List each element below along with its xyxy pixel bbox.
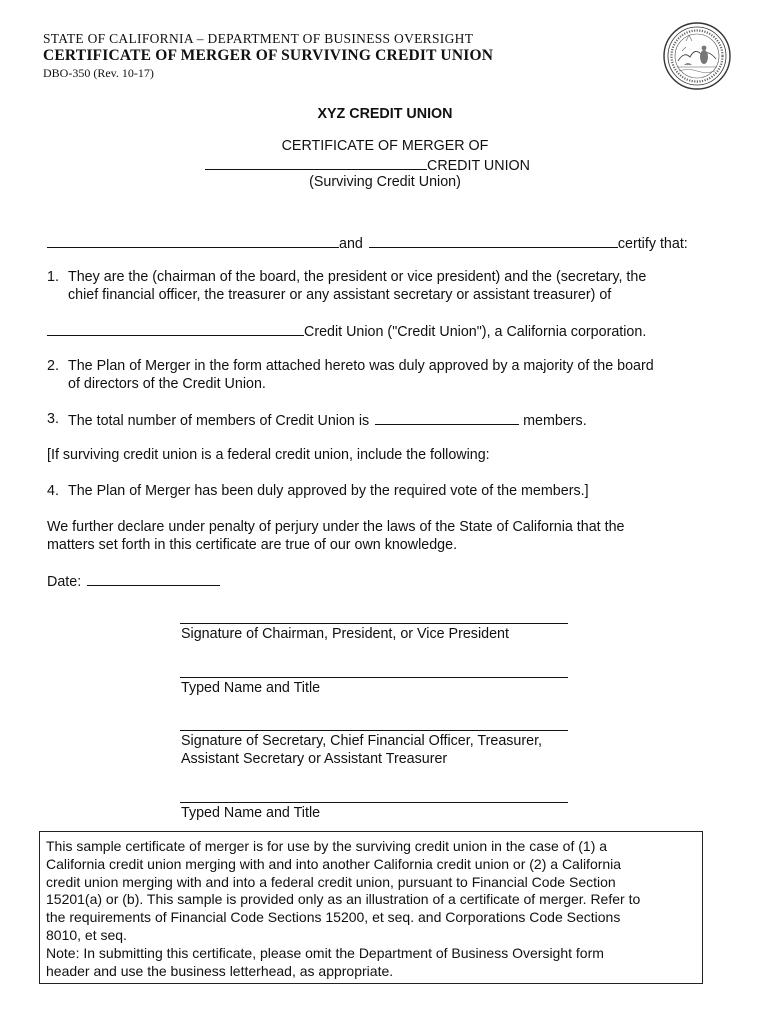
credit-union-label: CREDIT UNION [427, 158, 530, 174]
surviving-credit-union-name-blank[interactable] [205, 155, 427, 170]
agency-name: STATE OF CALIFORNIA – DEPARTMENT OF BUSINESS OVERSIGHT [43, 31, 474, 46]
and-text: and [339, 236, 363, 252]
notice-line-5: the requirements of Financial Code Sections 15200, et seq. and Corporations Code Sections [46, 909, 621, 926]
credit-union-name-blank[interactable] [47, 321, 304, 336]
typed-name-line-1[interactable] [180, 677, 568, 678]
form-title: CERTIFICATE OF MERGER OF SURVIVING CREDIT UNION [43, 47, 494, 64]
signature-line-2[interactable] [180, 730, 568, 731]
date-row [47, 571, 220, 591]
signature-1-label: Signature of Chairman, President, or Vice President [181, 626, 509, 642]
typed-name-2-label: Typed Name and Title [181, 805, 321, 821]
item-3-row [68, 410, 587, 430]
notice-line-7: Note: In submitting this certificate, please omit the Department of Business Oversight form [46, 944, 604, 961]
notice-line-2: California credit union merging with and into another California credit union or (2) a California [46, 855, 622, 872]
instructions-box [39, 831, 703, 984]
notice-line-3: credit union merging with and into a federal credit union, pursuant to Financial Code Section [46, 873, 616, 890]
item-3-number: 3. [47, 411, 59, 427]
notice-line-1: This sample certificate of merger is for use by the surviving credit union in the case of (1) a [46, 838, 608, 854]
declaration-line-2: matters set forth in this certificate are true of our own knowledge. [47, 537, 458, 553]
form-number: DBO-350 (Rev. 10-17) [43, 66, 154, 80]
date-label: Date: [47, 574, 82, 590]
certificate-heading: CERTIFICATE OF MERGER OF [281, 138, 489, 154]
declaration-line-1: We further declare under penalty of perjury under the laws of the State of California that the [47, 519, 625, 535]
notice-line-4: 15201(a) or (b). This sample is provided only as an illustration of a certificate of merger. Refer to [46, 891, 641, 908]
signature-line-1[interactable] [180, 623, 568, 624]
credit-union-corp-text: Credit Union ("Credit Union"), a California corporation. [304, 324, 647, 340]
federal-note: [If surviving credit union is a federal credit union, include the following: [47, 447, 490, 463]
signature-2-label-line-1: Signature of Secretary, Chief Financial Officer, Treasurer, [181, 733, 543, 749]
signers-row [47, 233, 688, 253]
surviving-credit-union-name-row [205, 155, 530, 175]
item-2-number: 2. [47, 358, 59, 374]
member-count-blank[interactable] [375, 410, 519, 425]
item-1-line-1: They are the (chairman of the board, the president or vice president) and the (secretary, the [68, 269, 647, 285]
item-2-line-1: The Plan of Merger in the form attached hereto was duly approved by a majority of the board [68, 358, 654, 374]
notice-line-8: header and use the business letterhead, as appropriate. [46, 962, 394, 979]
item-4-number: 4. [47, 483, 59, 499]
notice-line-6: 8010, et seq. [46, 926, 127, 943]
item-3-text: The total number of members of Credit Union is [68, 413, 370, 429]
item-2-line-2: of directors of the Credit Union. [68, 376, 266, 392]
item-1-line-2: chief financial officer, the treasurer or any assistant secretary or assistant treasurer) of [68, 287, 612, 303]
first-signer-blank[interactable] [47, 233, 339, 248]
item-4-text: The Plan of Merger has been duly approved by the required vote of the members.] [68, 483, 589, 499]
typed-name-1-label: Typed Name and Title [181, 680, 321, 696]
item-1-number: 1. [47, 269, 59, 285]
credit-union-corp-row [47, 321, 646, 341]
organization-name: XYZ CREDIT UNION [317, 106, 453, 122]
surviving-label: (Surviving Credit Union) [309, 174, 461, 190]
certify-text: certify that: [617, 236, 688, 252]
second-signer-blank[interactable] [369, 233, 618, 248]
signature-2-label-line-2: Assistant Secretary or Assistant Treasurer [181, 751, 448, 767]
california-state-seal-icon [662, 21, 732, 91]
typed-name-line-2[interactable] [180, 802, 568, 803]
date-blank[interactable] [87, 571, 220, 586]
item-3-suffix: members. [523, 413, 587, 429]
